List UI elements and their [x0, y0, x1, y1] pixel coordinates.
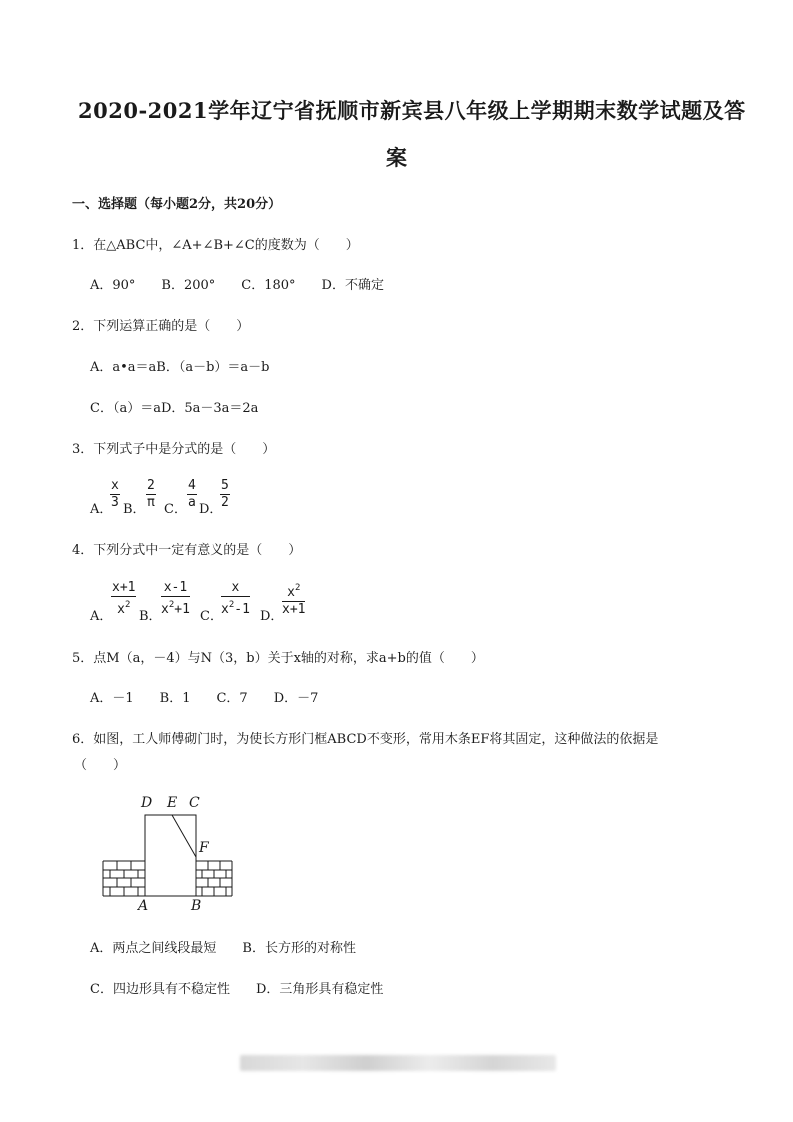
question-6-options-line2: C．四边形具有不稳定性 D．三角形具有稳定性: [90, 982, 384, 997]
q3-fraction-c: $\frac{4}{a}$: [188, 478, 196, 510]
figure-label-d: D: [141, 795, 153, 811]
q4-label-a: A．: [90, 609, 113, 624]
question-2-options-line2: C．（a）＝aD．5a－3a＝2a: [90, 401, 259, 416]
figure-label-e: E: [167, 795, 178, 811]
q3-label-c: C．: [164, 502, 187, 517]
question-5-options: A．－1 B．1 C．7 D．－7: [90, 691, 319, 706]
question-1-options: A．90° B．200° C．180° D．不确定: [90, 278, 384, 293]
q4-fraction-c: $\frac{x}{x^2-1}$: [221, 580, 250, 617]
figure-label-a: A: [138, 898, 149, 914]
question-2-options-line1: A．a•a＝aB．（a－b）＝a－b: [90, 360, 270, 375]
question-6-options-line1: A．两点之间线段最短 B．长方形的对称性: [90, 941, 356, 956]
question-4-stem: 4．下列分式中一定有意义的是（ ）: [72, 543, 302, 558]
footer-watermark: [240, 1055, 556, 1071]
document-title-line2: 案: [386, 145, 408, 170]
q3-label-d: D．: [199, 502, 223, 517]
q3-fraction-d: $\frac{5}{2}$: [221, 478, 229, 510]
q4-label-b: B．: [139, 609, 162, 624]
q3-fraction-a: $\frac{x}{3}$: [111, 478, 119, 510]
figure-label-b: B: [191, 898, 202, 914]
q4-fraction-a: $\frac{x+1}{x^2}$: [112, 580, 136, 617]
q4-fraction-b: $\frac{x-1}{x^2+1}$: [161, 580, 190, 617]
q4-label-d: D．: [260, 609, 284, 624]
question-5-stem: 5．点M（a，－4）与N（3，b）关于x轴的对称，求a+b的值（ ）: [72, 651, 484, 666]
document-title-line1: 2020-2021学年辽宁省抚顺市新宾县八年级上学期期末数学试题及答: [78, 98, 746, 123]
q3-fraction-b: $\frac{2}{\pi}$: [147, 478, 155, 510]
section-heading: 一、选择题（每小题2分，共20分）: [72, 197, 282, 212]
question-2-stem: 2．下列运算正确的是（ ）: [72, 319, 250, 334]
q4-label-c: C．: [200, 609, 223, 624]
door-frame-figure: [95, 790, 240, 915]
figure-label-f: F: [199, 840, 209, 856]
question-6-stem-continued: （ ）: [74, 758, 127, 773]
q3-label-a: A．: [90, 502, 113, 517]
figure-label-c: C: [189, 795, 200, 811]
q4-fraction-d: $\frac{x^2}{x+1}$: [282, 580, 305, 618]
question-6-stem: 6．如图，工人师傅砌门时，为使长方形门框ABCD不变形，常用木条EF将其固定，这种做法的依据是: [72, 732, 659, 747]
question-1-stem: 1．在△ABC中，∠A+∠B+∠C的度数为（ ）: [72, 238, 359, 253]
q3-label-b: B．: [123, 502, 146, 517]
question-3-stem: 3．下列式子中是分式的是（ ）: [72, 442, 276, 457]
